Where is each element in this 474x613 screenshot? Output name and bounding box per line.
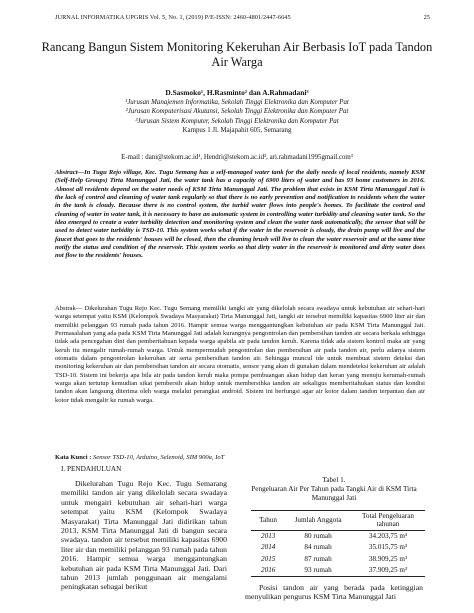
table-cell-year: 2014 [261, 543, 276, 552]
table-header-year: Tahun [251, 511, 285, 531]
table-cell-members: 93 rumah [285, 565, 351, 577]
water-usage-table [251, 510, 425, 577]
table-row [251, 565, 425, 577]
table-cell-members: 84 rumah [304, 543, 332, 552]
affiliations [40, 98, 434, 136]
table-cell-members: 80 rumah [304, 532, 332, 540]
abstract-indonesian: Abstrak— Dikelurahan Tugu Rejo Kec. Tugu Semang memiliki tangki air yang dikelolah secara swadaya untuk kebutuhan air sehari-hari warga setempat yaitu KSM (Kelompok Swadaya Masyarakat) Tirta Manunggal Jati, tangki air tersebut memiliki kapasitas 6900 liter air dan memiliki pelanggan 93 rumah pada tahun 2016. Hampir semua warga menggantungkan kebutuhan air pada KSM Tirta Manunggal Jati. Permasalahan yang ada pada KSM Tirta Manunggal Jati adalah kurangnya pengontrolan dan pembersihan tandon air secara berkala sehingga tidak ada pencegahan dini dan pemberitahuan kepada warga apabila air pada tandon keruh. Karena tidak ada sistem kontrol maka air yang keruh itu mengalir rumah-rumah warga. Untuk mempermudah pengontrolan dan pembersihan air pada tandon air, perlu adanya sistem otomatis dalam pengontrolan kekeruhan air serta pembersihan tandon air. Sehingga muncul ide untuk membuat sistem deteksi dan monitoring kekeruhan air dan pembersihan tandon air secara otomatis, sensor yang akan di gunakan dalam mendeteksi kekeruhan air adalah TSD-10. Sistem ini bekerja apa bila air pada tandon keruh maka pompa pembuangan akan hidup dan keran yang menuju kerumah-rumah warga akan tertutup kemudian sikat pembersih akan hidup untuk membersihka tandon air sekaligus memberitahukan status dan kondisi tandon akan langsung diterima oleh warga melalui perangkat android. Sistem ini berfungsi agar air kotor dalam tandon terpantau dan air kotor tidak mengalir ke rumah warga. [55, 305, 425, 404]
table-cell-total: 34.203,75 m³ [368, 532, 408, 540]
intro-paragraph: Dikelurahan Tugu Rejo Kec. Tugu Semarang memiliki tandon air yang dikelolah secara swadaya untuk mengairi kebutuhan air sehari-hari warga setempat yaitu KSM (Kelompok Swadaya Masyarakat) Tirta Manunggal Jati didirikan tahun 2013, KSM Tirta Manunggal Jati di bangun secara swadaya. tandon air tersebut memiliki kapasitas 6900 liter air dan memiliki pelanggan 93 rumah pada tahun 2016. Hampir semua warga menggantungkan kebutuhan air pada KSM Tirta Manunggal Jati. Dari tahun 2013 jumlah penggunaan air mengalami peningkatan sebagai berikut [61, 479, 227, 592]
table-header-members: Jumlah Anggota [285, 511, 351, 531]
table-cell-total: 38.909,25 m³ [368, 554, 408, 563]
table-cell-year: 2013 [261, 532, 276, 540]
table-row [251, 530, 425, 542]
table-caption-number: Tabel 1. [322, 476, 346, 484]
keywords [55, 454, 425, 461]
table-cell-year: 2016 [251, 565, 285, 577]
affiliation-1: ¹Jurusan Manajemen Informatika, Sekolah Tinggi Elektronika dan Komputer Pat [125, 99, 349, 106]
section-heading: I. PENDAHULUAN [61, 465, 122, 473]
table-row [251, 554, 425, 565]
table-cell-total: 37.909,25 m³ [351, 565, 425, 577]
abstract-english: Abstract—In Tugu Rejo village, Kec. Tugu Semang has a self-managed water tank for the daily needs of local residents, namely KSM (Self-Help Groups) Tirta Manunggal Jati, the water tank has a capacity of 6900 liters of water and has 93 home customers in 2016. Almost all residents depend on the water needs of KSM Tirta Manunggal Jati. The problem that exists in KSM Tirta Manunggal Jati is the lack of control and cleaning of water tank regularly so that there is no early prevention and notification to residents when the water in the tank is cloudy. Because there is no control system, the turbid water flows into people's homes. To facilitate the control and cleaning of water in water tank, it is necessary to have an automatic system in controlling water turbidity and cleaning water tank. So the idea emerged to create a water turbidity detection and monitoring system and clean the water tank automatically, the sensor that will be used to detect water turbidity is TSD-10. This system works what if the water in the reservoir is cloudy, the drain pump will live and the faucet that goes to the residents' houses will be closed, then the cleaning brush will live to clean the water reservoir and at the same time notify the status and condition of the reservoir. This system works so that dirty water in the reservoir is monitored and dirty water does not flow to the residents' houses. [55, 169, 425, 260]
table-cell-members: 87 rumah [304, 554, 332, 563]
email-line: E-mail : dani@stekom.ac.id¹, Hendri@stekom.ac.id², ari.rahmadani1995gmail.com³ [121, 154, 353, 161]
table-header-total: Total Pengeluaran tahunan [351, 511, 425, 531]
journal-header: JURNAL INFORMATIKA UPGRIS Vol. 5, No. 1, (2019) P/E-ISSN: 2460-4801/2447-6645 [55, 14, 291, 21]
authors: D.Sasmoko¹, H.Rasminto² dan A.Rahmadani³ [165, 88, 309, 97]
keywords-label: Kata Kunci : [55, 454, 92, 461]
table-caption-title: Pengeluaran Air Per Tahun pada Tangki Air di KSM Tirta Manunggal Jati [251, 485, 417, 502]
table-caption [245, 476, 423, 503]
table-row [251, 542, 425, 553]
affiliation-2: ²Jurusan Komputerisasi Akutansi, Sekolah Tinggi Elektronika dan Komputer Pat [125, 108, 349, 116]
table-cell-year: 2015 [261, 554, 276, 563]
column2-paragraph: Posisi tandon air yang berada pada ketinggian menyulikan pengurus KSM Tirta Manunggal Jati [245, 583, 423, 602]
table-header-row [251, 511, 425, 531]
affiliation-3: ³Jurusan Sistem Komputer, Sekolah Tinggi Elektronika dan Komputer Pat [135, 117, 339, 125]
affiliation-address: Kampus 1 Jl. Majapahit 605, Semarang [182, 127, 292, 135]
page-number: 25 [423, 14, 430, 21]
running-header [55, 14, 430, 21]
paper-title: Rancang Bangun Sistem Monitoring Kekeruhan Air Berbasis IoT pada Tandon Air Warga [41, 40, 433, 69]
table-cell-total: 35.015,75 m³ [368, 543, 408, 552]
keywords-text: Sensor TSD-10, Arduino, Selenoid, SIM 900a, IoT [93, 454, 225, 461]
